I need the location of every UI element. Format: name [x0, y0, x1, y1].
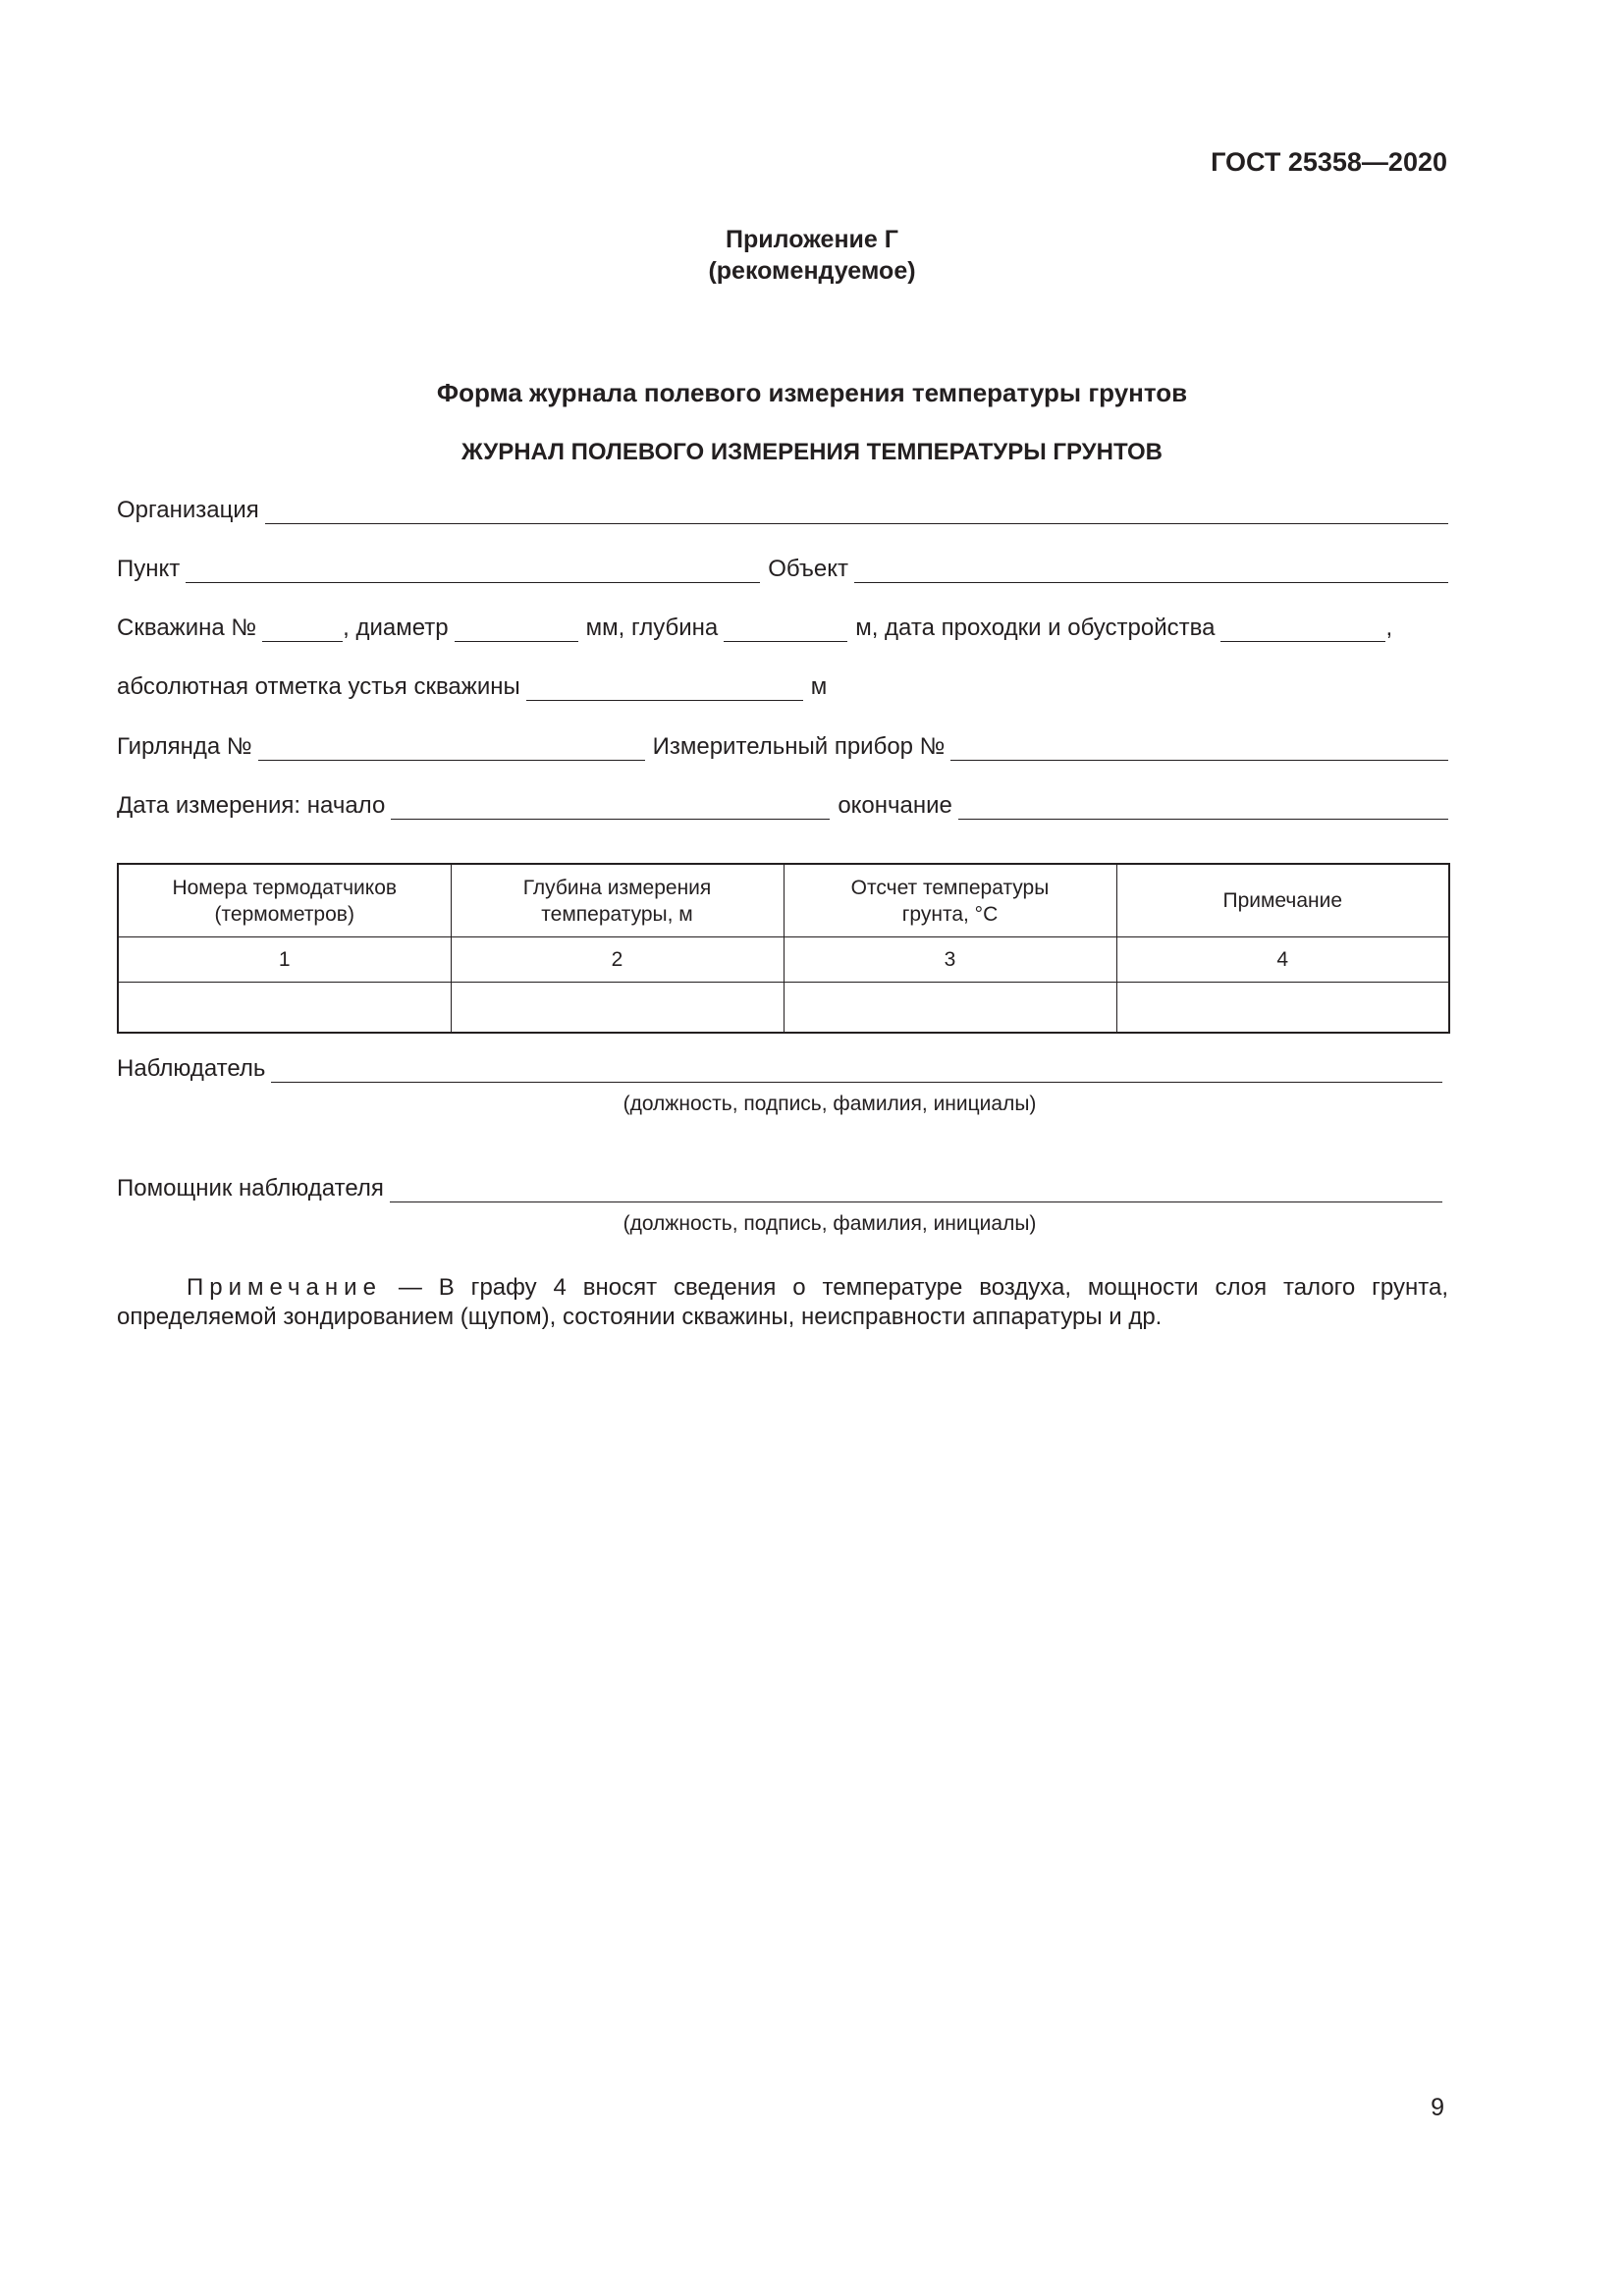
form-title: Форма журнала полевого измерения температуры грунтов: [436, 378, 1188, 407]
column-number: 3: [784, 937, 1116, 983]
journal-title: ЖУРНАЛ ПОЛЕВОГО ИЗМЕРЕНИЯ ТЕМПЕРАТУРЫ ГРУНТОВ: [460, 439, 1164, 465]
organization-row: [117, 493, 1448, 524]
assistant-row: [117, 1171, 1442, 1202]
annex-title: Приложение Г: [726, 226, 898, 253]
organization-label: Организация: [117, 497, 259, 523]
elevation-label: абсолютная отметка устья скважины: [117, 673, 520, 700]
elevation-row: [117, 669, 1448, 701]
column-number: 4: [1116, 937, 1449, 983]
annex-status: (рекомендуемое): [708, 257, 916, 285]
table-row: [118, 983, 1449, 1034]
organization-input[interactable]: [265, 498, 1448, 524]
document-code: ГОСТ 25358—2020: [1211, 147, 1447, 177]
page-number: 9: [1431, 2094, 1444, 2121]
instrument-input[interactable]: [950, 734, 1448, 761]
table-header-row: [118, 864, 1449, 937]
elevation-unit: м: [810, 673, 828, 700]
measurement-end-label: окончание: [838, 792, 952, 819]
garland-instrument-row: [117, 729, 1448, 761]
diameter-input[interactable]: [455, 615, 578, 642]
well-trailing-comma: ,: [1385, 614, 1393, 641]
assistant-label: Помощник наблюдателя: [117, 1175, 384, 1201]
object-label: Объект: [768, 556, 848, 582]
measurement-start-input[interactable]: [391, 793, 830, 820]
elevation-input[interactable]: [526, 674, 803, 701]
measurement-end-input[interactable]: [958, 793, 1448, 820]
depth-input[interactable]: [724, 615, 847, 642]
note-paragraph: [117, 1273, 1448, 1332]
depth-label: мм, глубина: [585, 614, 719, 641]
observer-input[interactable]: [271, 1056, 1442, 1083]
column-number: 2: [451, 937, 784, 983]
assistant-input[interactable]: [390, 1176, 1442, 1202]
table-cell[interactable]: [784, 983, 1116, 1034]
diameter-label: , диаметр: [343, 614, 449, 641]
table-cell[interactable]: [118, 983, 451, 1034]
garland-input[interactable]: [258, 734, 645, 761]
table-cell[interactable]: [451, 983, 784, 1034]
table-cell[interactable]: [1116, 983, 1449, 1034]
journal-table: [117, 863, 1450, 1034]
well-label: Скважина №: [117, 614, 257, 641]
assistant-caption: (должность, подпись, фамилия, инициалы): [623, 1212, 1037, 1235]
header-sensor-numbers: Номера термодатчиков (термометров): [118, 864, 451, 937]
well-number-input[interactable]: [262, 615, 343, 642]
observer-row: [117, 1051, 1442, 1083]
measurement-date-row: [117, 788, 1448, 820]
measurement-start-label: Дата измерения: начало: [117, 792, 386, 819]
point-object-row: [117, 552, 1448, 583]
point-label: Пункт: [117, 556, 181, 582]
observer-label: Наблюдатель: [117, 1055, 266, 1082]
well-row: [117, 611, 1448, 642]
drilling-date-label: м, дата проходки и обустройства: [855, 614, 1216, 641]
header-temperature-reading: Отсчет температуры грунта, °С: [784, 864, 1116, 937]
object-input[interactable]: [854, 557, 1448, 583]
instrument-label: Измерительный прибор №: [652, 733, 946, 760]
drilling-date-input[interactable]: [1220, 615, 1385, 642]
observer-caption: (должность, подпись, фамилия, инициалы): [623, 1093, 1037, 1115]
note-label: Примечание: [187, 1274, 382, 1301]
column-number: 1: [118, 937, 451, 983]
point-input[interactable]: [186, 557, 760, 583]
garland-label: Гирлянда №: [117, 733, 252, 760]
header-measurement-depth: Глубина измерения температуры, м: [451, 864, 784, 937]
note-text: — В графу 4 вносят сведения о температуре воздуха, мощности слоя талого грунта, определяемой зондированием (щупом), состоянии скважины, неисправности аппаратуры и др.: [117, 1274, 1448, 1330]
column-number-row: [118, 937, 1449, 983]
header-note: Примечание: [1116, 864, 1449, 937]
